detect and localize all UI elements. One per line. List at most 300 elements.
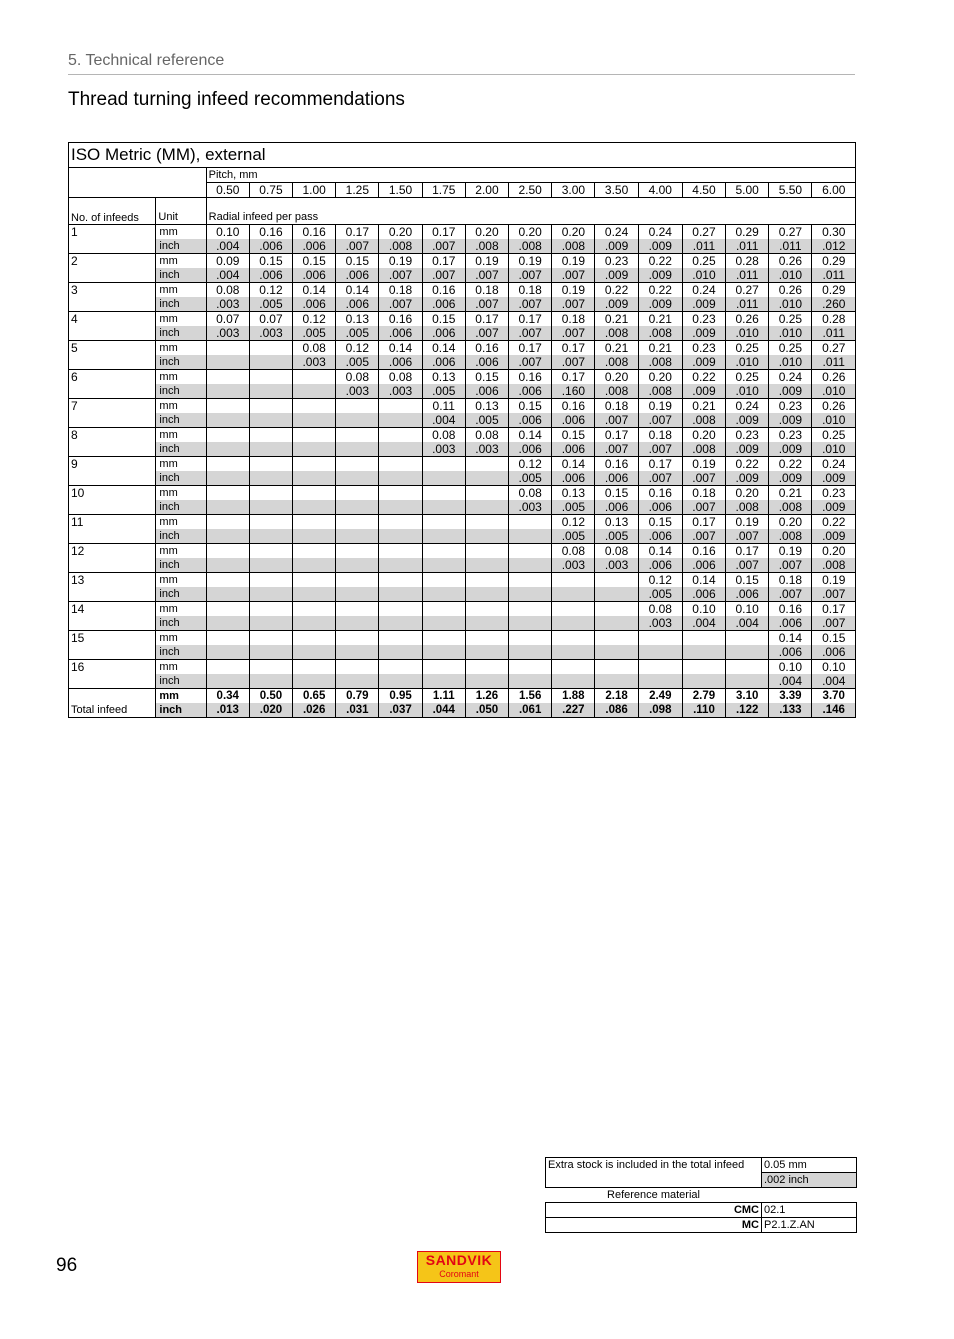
value-mm (509, 660, 552, 675)
value-inch: .008 (509, 239, 552, 254)
table-row-mm (69, 225, 856, 240)
value-mm: 0.17 (336, 225, 379, 240)
value-inch: .006 (422, 326, 465, 341)
unit-inch: inch (156, 442, 206, 457)
value-inch: .006 (769, 645, 812, 660)
value-mm (379, 660, 422, 675)
value-mm (595, 602, 638, 617)
value-mm: 0.20 (509, 225, 552, 240)
value-inch: .004 (206, 239, 249, 254)
pitch-label: Pitch, mm (206, 168, 855, 183)
value-mm (293, 428, 336, 443)
value-mm (552, 573, 595, 588)
pitch-header-cell: 5.50 (769, 183, 812, 198)
value-mm (206, 544, 249, 559)
value-mm: 0.10 (206, 225, 249, 240)
value-inch: .003 (379, 384, 422, 399)
total-mm: 3.70 (812, 689, 856, 704)
value-mm (379, 486, 422, 501)
value-mm (293, 399, 336, 414)
value-mm: 0.20 (638, 370, 682, 385)
infeed-number: 11 (69, 515, 156, 544)
table-row-inch (69, 587, 856, 602)
value-mm: 0.17 (509, 312, 552, 327)
value-mm: 0.08 (206, 283, 249, 298)
pitch-header-cell: 2.00 (465, 183, 508, 198)
value-mm: 0.08 (638, 602, 682, 617)
value-inch: .005 (422, 384, 465, 399)
table-row-mm (69, 457, 856, 472)
value-mm: 0.14 (682, 573, 725, 588)
value-inch (726, 674, 769, 689)
value-inch (206, 500, 249, 515)
value-inch: .007 (465, 326, 508, 341)
unit-mm: mm (156, 486, 206, 501)
value-inch (206, 645, 249, 660)
total-inch: .026 (293, 703, 336, 718)
table-row-mm (69, 660, 856, 675)
value-inch (422, 674, 465, 689)
value-mm (336, 544, 379, 559)
value-inch: .006 (638, 529, 682, 544)
total-mm: 0.50 (249, 689, 292, 704)
value-inch: .007 (682, 471, 725, 486)
value-mm: 0.13 (552, 486, 595, 501)
value-inch: .009 (638, 297, 682, 312)
value-mm: 0.17 (812, 602, 856, 617)
unit-mm: mm (156, 457, 206, 472)
value-mm (552, 602, 595, 617)
page-number: 96 (56, 1255, 78, 1276)
value-mm (682, 631, 725, 646)
value-mm: 0.14 (379, 341, 422, 356)
value-mm: 0.08 (509, 486, 552, 501)
value-inch: .008 (682, 442, 725, 457)
value-inch: .007 (509, 355, 552, 370)
unit-mm: mm (156, 254, 206, 269)
value-inch (336, 558, 379, 573)
value-mm: 0.08 (552, 544, 595, 559)
table-row-mm (69, 341, 856, 356)
total-inch: .146 (812, 703, 856, 718)
value-inch (336, 442, 379, 457)
table-row-mm (69, 544, 856, 559)
pitch-header-cell: 1.75 (422, 183, 465, 198)
value-mm: 0.17 (595, 428, 638, 443)
value-inch: .010 (769, 355, 812, 370)
value-inch (422, 529, 465, 544)
value-inch (249, 529, 292, 544)
value-inch: .005 (638, 587, 682, 602)
unit-inch: inch (156, 529, 206, 544)
value-inch: .007 (552, 326, 595, 341)
value-inch (552, 674, 595, 689)
value-inch: .007 (379, 268, 422, 283)
value-mm: 0.07 (206, 312, 249, 327)
value-inch: .003 (293, 355, 336, 370)
value-mm: 0.14 (422, 341, 465, 356)
value-inch: .009 (682, 297, 725, 312)
value-inch: .008 (465, 239, 508, 254)
sandvik-logo (417, 1251, 501, 1283)
value-inch: .006 (249, 268, 292, 283)
value-inch (249, 500, 292, 515)
value-mm: 0.17 (465, 312, 508, 327)
total-inch: .044 (422, 703, 465, 718)
value-mm: 0.21 (638, 312, 682, 327)
pitch-header-cell: 4.50 (682, 183, 725, 198)
infeed-table (68, 142, 856, 718)
value-inch: .004 (812, 674, 856, 689)
value-mm: 0.19 (465, 254, 508, 269)
value-mm (293, 457, 336, 472)
value-mm: 0.27 (769, 225, 812, 240)
value-mm: 0.29 (812, 254, 856, 269)
value-inch: .003 (336, 384, 379, 399)
unit-inch: inch (156, 674, 206, 689)
value-inch (293, 384, 336, 399)
value-mm: 0.18 (552, 312, 595, 327)
value-inch: .007 (379, 297, 422, 312)
value-mm (509, 631, 552, 646)
reference-box (545, 1157, 856, 1233)
value-inch: .009 (812, 500, 856, 515)
value-inch: .011 (812, 355, 856, 370)
infeed-number: 15 (69, 631, 156, 660)
total-mm: 2.18 (595, 689, 638, 704)
value-mm (726, 631, 769, 646)
value-mm: 0.13 (336, 312, 379, 327)
value-inch: .007 (509, 268, 552, 283)
value-mm (465, 573, 508, 588)
header-rule (68, 74, 855, 75)
value-mm (552, 631, 595, 646)
value-mm: 0.15 (812, 631, 856, 646)
infeed-number: 2 (69, 254, 156, 283)
value-inch (379, 471, 422, 486)
value-mm: 0.27 (726, 283, 769, 298)
unit-inch: inch (156, 268, 206, 283)
value-inch (595, 674, 638, 689)
value-inch (249, 616, 292, 631)
value-mm: 0.25 (812, 428, 856, 443)
value-inch: .007 (726, 558, 769, 573)
value-inch (465, 529, 508, 544)
value-mm (379, 544, 422, 559)
total-mm: 3.39 (769, 689, 812, 704)
value-mm (336, 515, 379, 530)
value-mm: 0.24 (638, 225, 682, 240)
value-inch: .008 (552, 239, 595, 254)
total-inch: .098 (638, 703, 682, 718)
value-inch: .007 (422, 239, 465, 254)
value-mm: 0.21 (682, 399, 725, 414)
value-mm: 0.17 (726, 544, 769, 559)
value-inch (509, 616, 552, 631)
value-inch: .007 (465, 297, 508, 312)
value-inch: .010 (812, 413, 856, 428)
value-inch: .006 (726, 587, 769, 602)
value-mm: 0.15 (422, 312, 465, 327)
value-mm: 0.16 (379, 312, 422, 327)
value-inch (206, 558, 249, 573)
value-mm: 0.13 (422, 370, 465, 385)
value-inch: .007 (812, 587, 856, 602)
value-inch (206, 413, 249, 428)
value-inch (509, 645, 552, 660)
value-inch: .007 (726, 529, 769, 544)
value-inch (509, 674, 552, 689)
value-mm: 0.18 (595, 399, 638, 414)
total-inch: .110 (682, 703, 725, 718)
value-inch (336, 500, 379, 515)
value-mm: 0.25 (682, 254, 725, 269)
section-heading: 5. Technical reference (68, 52, 225, 69)
value-inch (206, 616, 249, 631)
reference-spacer (762, 1188, 857, 1203)
infeed-number: 14 (69, 602, 156, 631)
pitch-header-cell: 3.50 (595, 183, 638, 198)
value-mm: 0.15 (509, 399, 552, 414)
total-inch: .037 (379, 703, 422, 718)
table-row-mm (69, 399, 856, 414)
unit-inch: inch (156, 297, 206, 312)
value-mm: 0.14 (552, 457, 595, 472)
value-inch: .005 (336, 355, 379, 370)
value-inch (638, 674, 682, 689)
pitch-header-cell: 0.75 (249, 183, 292, 198)
value-mm: 0.20 (682, 428, 725, 443)
value-inch: .008 (682, 413, 725, 428)
value-mm: 0.22 (638, 283, 682, 298)
value-inch: .007 (552, 268, 595, 283)
value-inch: .005 (249, 297, 292, 312)
value-inch (422, 558, 465, 573)
value-inch: .008 (638, 355, 682, 370)
value-inch: .008 (769, 529, 812, 544)
value-mm: 0.16 (422, 283, 465, 298)
value-mm: 0.09 (206, 254, 249, 269)
value-inch: .006 (509, 413, 552, 428)
value-mm: 0.22 (726, 457, 769, 472)
value-inch: .006 (682, 587, 725, 602)
table-row-mm (69, 254, 856, 269)
table-row-mm (69, 515, 856, 530)
value-mm (293, 602, 336, 617)
table-row-inch (69, 239, 856, 254)
unit-mm: mm (156, 689, 206, 704)
value-mm: 0.15 (336, 254, 379, 269)
value-inch: .003 (638, 616, 682, 631)
value-inch (249, 355, 292, 370)
value-inch: .006 (638, 558, 682, 573)
value-inch: .005 (552, 500, 595, 515)
value-inch: .009 (595, 268, 638, 283)
unit-inch: inch (156, 587, 206, 602)
value-mm (293, 515, 336, 530)
page-title: Thread turning infeed recommendations (68, 89, 405, 110)
value-inch: .011 (769, 239, 812, 254)
value-mm: 0.12 (509, 457, 552, 472)
value-mm (465, 515, 508, 530)
value-inch (726, 645, 769, 660)
value-mm (336, 399, 379, 414)
value-inch: .010 (682, 268, 725, 283)
value-mm (422, 573, 465, 588)
value-inch: .004 (206, 268, 249, 283)
value-mm: 0.10 (812, 660, 856, 675)
value-inch: .006 (595, 500, 638, 515)
value-inch (379, 442, 422, 457)
value-mm: 0.19 (552, 283, 595, 298)
value-inch: .006 (422, 297, 465, 312)
unit-mm: mm (156, 573, 206, 588)
value-mm (336, 660, 379, 675)
extra-stock-inch: .002 inch (762, 1173, 857, 1188)
table-row-inch (69, 558, 856, 573)
value-inch: .009 (638, 239, 682, 254)
value-inch (336, 674, 379, 689)
value-mm: 0.16 (249, 225, 292, 240)
total-mm: 2.49 (638, 689, 682, 704)
value-inch: .007 (682, 529, 725, 544)
value-mm (206, 486, 249, 501)
value-mm (379, 457, 422, 472)
unit-mm: mm (156, 660, 206, 675)
radial-infeed-label: Radial infeed per pass (206, 198, 855, 225)
value-mm: 0.14 (336, 283, 379, 298)
table-row-inch (69, 471, 856, 486)
value-inch: .160 (552, 384, 595, 399)
value-mm: 0.23 (682, 341, 725, 356)
value-inch: .003 (465, 442, 508, 457)
value-mm: 0.26 (769, 254, 812, 269)
value-inch: .007 (336, 239, 379, 254)
unit-inch: inch (156, 616, 206, 631)
value-mm (379, 631, 422, 646)
value-inch: .010 (726, 355, 769, 370)
value-mm: 0.16 (465, 341, 508, 356)
value-mm: 0.23 (812, 486, 856, 501)
value-mm (206, 457, 249, 472)
value-inch: .006 (293, 239, 336, 254)
value-mm: 0.15 (595, 486, 638, 501)
pitch-header-cell: 3.00 (552, 183, 595, 198)
value-inch (552, 645, 595, 660)
value-inch (293, 442, 336, 457)
value-mm: 0.15 (726, 573, 769, 588)
unit-label: Unit (156, 198, 206, 225)
value-inch: .007 (638, 471, 682, 486)
value-mm (379, 428, 422, 443)
value-inch (379, 500, 422, 515)
value-mm: 0.08 (379, 370, 422, 385)
pitch-header-cell: 1.25 (336, 183, 379, 198)
value-mm (422, 602, 465, 617)
value-inch: .007 (769, 587, 812, 602)
value-mm (465, 631, 508, 646)
value-mm (682, 660, 725, 675)
value-mm: 0.10 (769, 660, 812, 675)
total-mm: 1.88 (552, 689, 595, 704)
value-inch: .006 (509, 442, 552, 457)
value-mm (249, 370, 292, 385)
value-inch: .008 (595, 384, 638, 399)
value-inch: .010 (769, 297, 812, 312)
value-inch: .006 (336, 297, 379, 312)
value-mm: 0.24 (682, 283, 725, 298)
value-inch: .009 (769, 384, 812, 399)
value-mm: 0.17 (509, 341, 552, 356)
value-inch (595, 616, 638, 631)
value-mm: 0.25 (769, 312, 812, 327)
value-inch: .003 (509, 500, 552, 515)
value-mm: 0.17 (552, 341, 595, 356)
unit-inch: inch (156, 239, 206, 254)
value-mm: 0.17 (422, 254, 465, 269)
value-inch (379, 413, 422, 428)
value-inch: .004 (682, 616, 725, 631)
total-mm: 0.34 (206, 689, 249, 704)
total-infeed-label: Total infeed (69, 689, 156, 718)
value-mm (249, 428, 292, 443)
value-inch: .006 (552, 471, 595, 486)
value-mm: 0.20 (465, 225, 508, 240)
value-mm (249, 544, 292, 559)
value-inch (249, 471, 292, 486)
value-mm: 0.26 (812, 370, 856, 385)
value-mm (422, 457, 465, 472)
value-inch: .003 (595, 558, 638, 573)
unit-mm: mm (156, 370, 206, 385)
value-inch (336, 529, 379, 544)
total-mm: 0.65 (293, 689, 336, 704)
reference-material-label: Reference material (607, 1189, 700, 1201)
value-inch (293, 471, 336, 486)
value-inch (379, 558, 422, 573)
value-inch: .009 (638, 268, 682, 283)
value-mm (379, 602, 422, 617)
pitch-header-cell: 6.00 (812, 183, 856, 198)
value-inch: .009 (682, 326, 725, 341)
unit-mm: mm (156, 515, 206, 530)
infeed-number: 8 (69, 428, 156, 457)
value-mm: 0.27 (812, 341, 856, 356)
value-inch: .006 (379, 355, 422, 370)
value-inch (465, 674, 508, 689)
value-inch: .009 (726, 413, 769, 428)
value-inch: .006 (812, 645, 856, 660)
value-inch (293, 645, 336, 660)
value-inch (379, 645, 422, 660)
value-mm: 0.10 (682, 602, 725, 617)
value-mm: 0.21 (638, 341, 682, 356)
value-inch (249, 413, 292, 428)
value-inch (638, 645, 682, 660)
value-inch (206, 471, 249, 486)
unit-inch: inch (156, 471, 206, 486)
unit-mm: mm (156, 631, 206, 646)
value-inch: .005 (465, 413, 508, 428)
value-inch (249, 442, 292, 457)
value-inch (509, 529, 552, 544)
value-mm (249, 486, 292, 501)
value-inch: .009 (769, 442, 812, 457)
value-inch: .006 (293, 268, 336, 283)
table-row-inch (69, 297, 856, 312)
value-inch (595, 645, 638, 660)
unit-mm: mm (156, 283, 206, 298)
